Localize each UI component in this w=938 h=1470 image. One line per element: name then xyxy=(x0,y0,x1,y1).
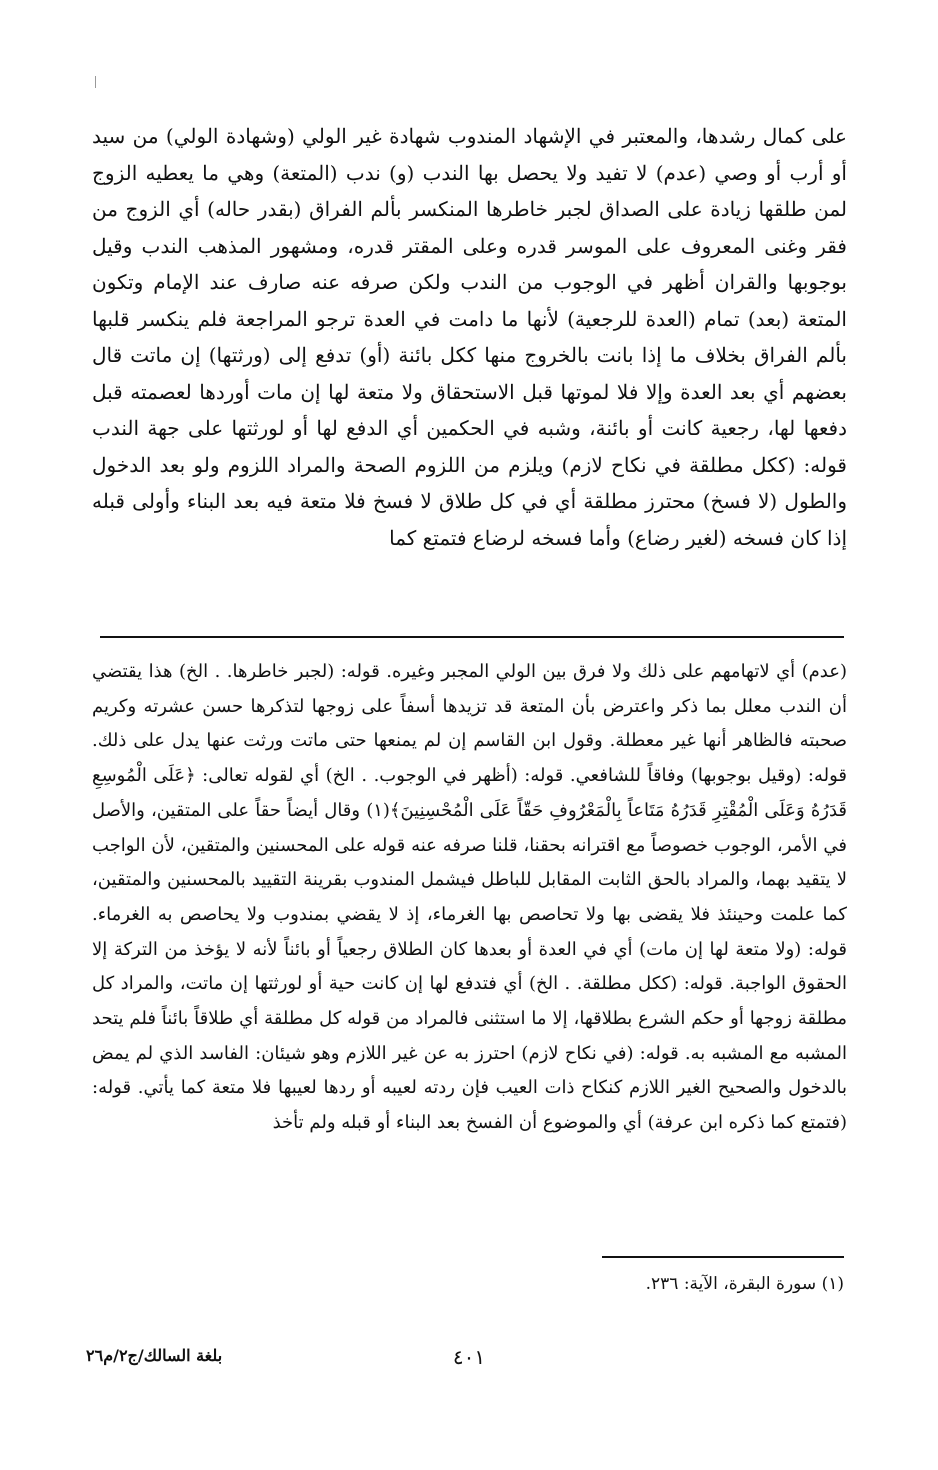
book-signature: بلغة السالك/ج٢/م٢٦ xyxy=(86,1346,223,1365)
scan-mark xyxy=(95,76,96,88)
page-number: ٤٠١ xyxy=(452,1345,486,1369)
footnote-divider xyxy=(602,1256,844,1258)
main-text: على كمال رشدها، والمعتبر في الإشهاد المندوب شهادة غير الولي (وشهادة الولي) من سيد أو أرب أو وصي (عدم) لا تفيد ولا يحصل بها الندب (و) ندب (المتعة) وهي ما يعطيه الزوج لمن طلقها زيادة على الصداق لجبر خاطرها المنكسر بألم الفراق (بقدر حاله) أي الزوج من فقر وغنى المعروف على الموسر قدره وعلى المقتر قدره، ومشهور المذهب الندب وقيل بوجوبها والقران أظهر في الوجوب من الندب ولكن صرفه عنه صارف عند الإمام وتكون المتعة (بعد) تمام (العدة للرجعية) لأنها ما دامت في العدة ترجو المراجعة فلم ينكسر قلبها بألم الفراق بخلاف ما إذا بانت بالخروج منها ككل بائنة (أو) تدفع إلى (ورثتها) إن ماتت قال بعضهم أي بعد العدة وإلا فلا لموتها قبل الاستحقاق ولا متعة لها إن مات أوردها لعصمته قبل دفعها لها، رجعية كانت أو بائنة، وشبه في الحكمين أي الدفع لها أو لورثتها على جهة الندب قوله: (ككل مطلقة في نكاح لازم) ويلزم من اللزوم الصحة والمراد اللزوم ولو بعد الدخول والطول (لا فسخ) محترز مطلقة أي في كل طلاق لا فسخ فلا متعة فيه بعد البناء وأولى قبله إذا كان فسخه (لغير رضاع) وأما فسخه لرضاع فتمتع كما xyxy=(92,124,847,550)
main-divider xyxy=(100,636,844,638)
main-text-block xyxy=(92,118,847,556)
commentary-text: (عدم) أي لاتهامهم على ذلك ولا فرق بين الولي المجبر وغيره. قوله: (لجبر خاطرها. . الخ) هذا يقتضي أن الندب معلل بما ذكر واعترض بأن المتعة قد تزيدها أسفاً على زوجها لتذكرها حسن عشرته وكريم صحبته فالظاهر أنها غير معطلة. وقول ابن القاسم إن لم يمنعها حتى ماتت ورثت عنها يدل على ذلك. قوله: (وقيل بوجوبها) وفاقاً للشافعي. قوله: (أظهر في الوجوب. . الخ) أي لقوله تعالى: ﴿عَلَى الْمُوسِعِ قَدَرُهُ وَعَلَى الْمُقْتِرِ قَدَرُهُ مَتَاعاً بِالْمَعْرُوفِ حَقّاً عَلَى الْمُحْسِنِينَ﴾(١) وقال أيضاً حقاً على المتقين، والأصل في الأمر، الوجوب خصوصاً مع اقترانه بحقنا، قلنا صرفه عنه قوله على المحسنين والمتقين، لأن الواجب لا يتقيد بهما، والمراد بالحق الثابت المقابل للباطل فيشمل المندوب بقرينة التقييد بالمحسنين والمتقين، كما علمت وحينئذ فلا يقضى بها ولا تحاصص بها الغرماء، إذ لا يقضي بمندوب ولا يحاصص به الغرماء. قوله: (ولا متعة لها إن مات) أي في العدة أو بعدها كان الطلاق رجعياً أو بائناً لأنه لا يؤخذ من التركة إلا الحقوق الواجبة. قوله: (ككل مطلقة. . الخ) أي فتدفع لها إن كانت حية أو لورثتها إن ماتت، والمراد كل مطلقة زوجها أو حكم الشرع بطلاقها، إلا ما استثنى فالمراد من قوله كل مطلقة أي طلاقاً بائناً فلم يتحد المشبه مع المشبه به. قوله: (في نكاح لازم) احترز به عن غير اللازم وهو شيئان: الفاسد الذي لم يمض بالدخول والصحيح الغير اللازم كنكاح ذات العيب فإن ردته لعيبه أو ردها لعيبها فلا متعة كما يأتي. قوله: (فتمتع كما ذكره ابن عرفة) أي والموضوع أن الفسخ بعد البناء أو قبله ولم تأخذ xyxy=(92,661,848,1134)
footnote: (١) سورة البقرة، الآية: ٢٣٦. xyxy=(645,1274,844,1294)
